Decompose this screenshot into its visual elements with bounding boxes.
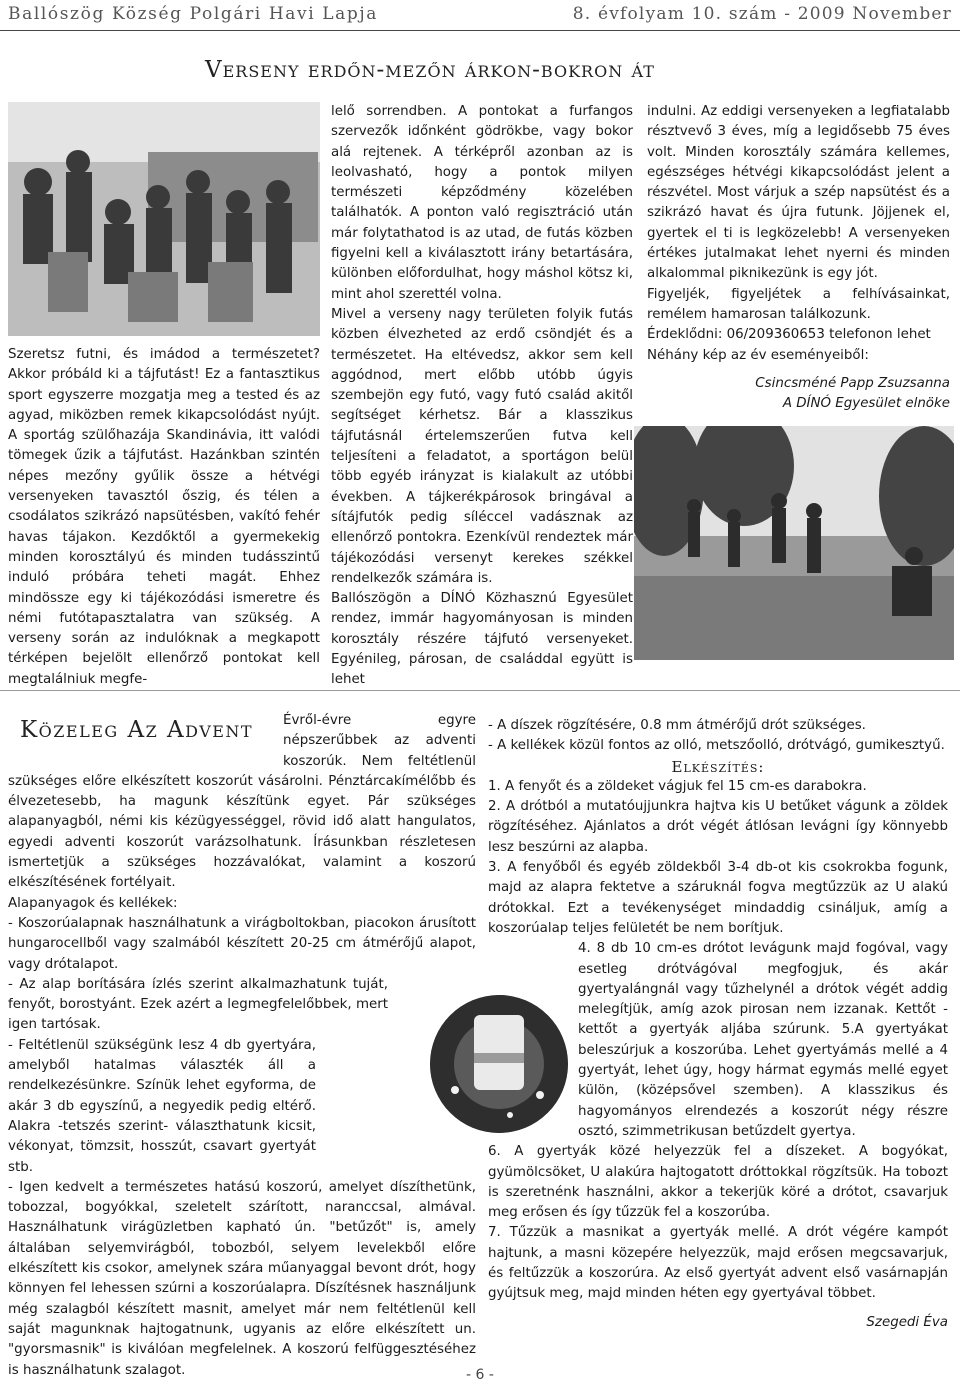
- article1-col3-photos-caption: Néhány kép az év eseményeiből:: [647, 347, 869, 363]
- signature-name: Csincsméné Papp Zsuzsanna: [755, 375, 950, 391]
- article1-col3-para1: indulni. Az eddigi versenyeken a legfiatalabb résztvevő 3 éves, míg a legidősebb 75 éves volt. Minden korosztály számára kellemes, egészséges hétvégi kikapcsolódást jelent a részvétel. Most várjuk a szép napsütést és a szikrázó havat és újra futunk. Jöjjenek el, gyertek el ti is legközelebb! A versenyeken értékes jutalmakat lehet nyerni és minden alkalommal piknikezünk is egy jót.: [647, 104, 950, 282]
- group-photo: [8, 102, 320, 336]
- article1-col2-para1: lelő sorrendben. A pontokat a furfangos szervezők időnként gödrökbe, vagy bokor alá rejtenek. A térképről azonban az is leolvasható, hogy a pontok milyen természeti képződmény közelében találhatók. A ponton való regisztráció után már folytathatod is az utad, de futás közben figyelni kell a kiválasztott irány betartására, különben előfordulhat, hogy máshol kötsz ki, mint ahol szerettél volna.: [331, 104, 633, 302]
- article1-col3-para2: Figyeljék, figyeljétek a felhívásainkat, remélem hamarosan találkozunk.: [647, 286, 950, 322]
- material-item-cover: - Az alap borítására ízlés szerint alkalmazhatunk tuját, fenyőt, borostyánt. Ezek azért a legmegfelelőbbek, mert igen tartósak.: [8, 976, 388, 1033]
- material-item-decor: - Igen kedvelt a természetes hatású koszorú, amelyet díszíthetünk, tobozzal, bogyókkal, szeletelt szárított, naranccsal, almával. Használhatunk virágüzletben kapható ún. "betűzőt" is, amely általában selyemvirágból, tobozból, selyem levelekből előre elkészített kis csokor, amelynek szára műanyaggal bevont drót, hogy könnyen fel lehessen szúrni a koszorúalapra. Díszítésnek használjunk még szalagból készített masnit, amelyet már nem feltétlenül kell saját magunknak hajtogatnunk, ugyanis az előre elkészített un. "gyorsmasnik" is kiválóan megfelelnek. A koszorú felfüggesztéséhez is használhatunk szalagot.: [8, 1179, 476, 1378]
- step-2: 2. A drótból a mutatóujjunkra hajtva kis U betűket vágunk a zöldek rögzítéséhez. Ajánlatos a drót végét átlósan levágni így könnyebb lesz beszúrni az alapba.: [488, 799, 948, 855]
- article2-left-column: [8, 711, 476, 1381]
- step-1: 1. A fenyőt és a zöldeket vágjuk fel 15 cm-es darabokra.: [488, 778, 867, 794]
- material-item-wire: - A díszek rögzítésére, 0.8 mm átmérőjű drót szükséges.: [488, 718, 866, 733]
- runners-photo: [634, 426, 954, 660]
- materials-heading: Alapanyagok és kellékek:: [8, 895, 178, 911]
- article1-col2-para2: Mivel a verseny nagy területen folyik futás közben élvezheted az erdő csöndjét és a természetet. Ha eltévedsz, akkor sem kell aggódnod, mert előbb utóbb úgyis szembejön egy futó, vagy futó család akitől segítséget kérhetsz. Bár a klasszikus tájfutásnál értelemszerűen futva kell teljesíteni a feladatot, a sportágon belül több egyéb irányzat is kialakult az utóbbi években. A tájkerékpárosok bringával a sítájfutók pedig síléccel vadásznak az ellenőrző pontokra. Ezenkívül rendeztek már tájékozódási versenyt kerekes székkel rendelkezők számára is.: [331, 306, 633, 586]
- article-title-orienteering: Verseny erdőn-mezőn árkon-bokron át: [205, 57, 655, 83]
- newspaper-name: Ballószög Község Polgári Havi Lapja: [8, 4, 378, 24]
- page-number: - 6 -: [466, 1367, 494, 1383]
- issue-info: 8. évfolyam 10. szám - 2009 November: [572, 4, 952, 24]
- article1-column3: [647, 102, 950, 414]
- article2-right-column: [488, 716, 948, 1333]
- material-item-base: - Koszorúalapnak használhatunk a virágboltokban, piacokon árusított hungarocellből vagy szalmából készített 20-25 cm átmérőjű alapot, vagy drótalapot.: [8, 915, 476, 972]
- article-title-advent: Közeleg Az Advent: [20, 717, 254, 743]
- material-item-tools: - A kellékek közül fontos az olló, metszőolló, drótvágó, gumikesztyű.: [488, 738, 945, 754]
- article2-intro: Évről-évre egyre népszerűbbek az adventi koszorúk. Nem feltétlenül szükséges előre elkészített koszorút vásárolni. Pénztárcakímélőbb és élvezetesebb, ha magunk készítünk egyet. Pár szükséges alapanyagból, némi kis kézügyességgel, rövid idő alatt hangulatos, egyedi adventi koszorút varázsolhatunk. Írásunkban részletesen ismertetjük a szükséges hozzávalókat, valamint a koszorú elkészítésének fortélyait.: [8, 713, 476, 891]
- article1-column1: [8, 345, 320, 690]
- article1-col3-contact: Érdeklődni: 06/209360653 telefonon lehet: [647, 327, 931, 343]
- step-6: 6. A gyertyák közé helyezzük fel a díszeket. A bogyókat, gyümölcsöket, U alakúra hajtogatott dróttokkal rögzítsük. Ha tobozt is szeretnénk használni, akkor a tekerjük köré a drótot, csavarjuk meg erősen és így tűzzük fel a koszorúba.: [488, 1144, 948, 1221]
- step-7: 7. Tűzzük a masnikat a gyertyák mellé. A drót végére kampót hajtunk, a masni közepére helyezzük, majd erősen megcsavarjuk, és feltűzzük a koszorúra. Az első gyertyát advent első vasárnapján gyújtsuk meg, majd minden héten egy gyertyával többet.: [488, 1225, 948, 1302]
- section-divider: [0, 690, 960, 691]
- article2-signature: Szegedi Éva: [866, 1314, 948, 1330]
- masthead: [0, 0, 960, 31]
- article1-col2-para3: Ballószögön a DÍNÓ Közhasznú Egyesület rendez, immár hagyományosan is minden korosztály részére tájfutó versenyeket. Egyénileg, párosan, de családdal együtt is lehet: [331, 591, 633, 688]
- step-4-5: 4. 8 db 10 cm-es drótot levágunk majd fogóval, vagy esetleg drótvágóval megfogjuk, és akár gyertyalángnál vagy tűzhelynél a drótok végét addig melegítjük, amíg azok pirosan nem izzanak. Kettőt - kettőt a gyertyák aljába szúrunk. 5.A gyertyákat beleszúrjuk a koszorúba. Lehet gyertyámás mellé a 4 gyertyát, lehet úgy, hogy hármat egymás mellé egyet külön, (középsővel szemben). A klasszikus és hagyományos elrendezés a koszorút négy részre osztó, szimmetrikusan betűzdelt gyertya.: [578, 941, 948, 1139]
- material-item-candles: - Feltétlenül szükségünk lesz 4 db gyertyára, amelyből hatalmas választék áll a rendelkezésünkre. Színük lehet egyforma, de akár 3 db egyszínű, a negyedik pedig eltérő. Alakra -tetszés szerint- választhatunk kicsit, vékonyat, tömzsit, hosszút, csavart gyertyát stb.: [8, 1037, 316, 1175]
- article1-column2: [331, 102, 633, 691]
- step-3: 3. A fenyőből és egyéb zöldekből 3-4 db-ot kis csokrokba fogunk, majd az alapra fektetve a száruknál fogva megtűzzük az U alakú drótokkal. Ezt a tevékenységet mindaddig csináljuk, amíg a koszorúalap teljes felületét be nem borítjuk.: [488, 860, 948, 936]
- steps-heading: Elkészítés:: [671, 757, 765, 776]
- signature-role: A DÍNÓ Egyesület elnöke: [782, 396, 950, 412]
- article1-col1-text: Szeretsz futni, és imádod a természetet? Akkor próbáld ki a tájfutást! Ez a fantasztikus sport egyszerre mozgatja meg a tested és az agyad, miközben remek kikapcsolódást nyújt. A sportág szülőhazája Skandinávia, itt valódi tömegek űzik a tájfutást. Hazánkban szintén népes mezőny gyűlik össze a hétvégi versenyeken tavasztól őszig, és télen a csodálatos szikrázó napsütésben, vakító fehér havas tájakon. Kezdőktől a gyermekekig minden korosztályú és minden tudásszintű induló próbára teheti magát. Ehhez mindössze egy ki tájékozódási ismeretre és némi futótapasztalatra van szükség. A verseny során az indulóknak a megkapott térképen bejelölt ellenőrző pontokat kell megtalálniuk megfe-: [8, 347, 320, 687]
